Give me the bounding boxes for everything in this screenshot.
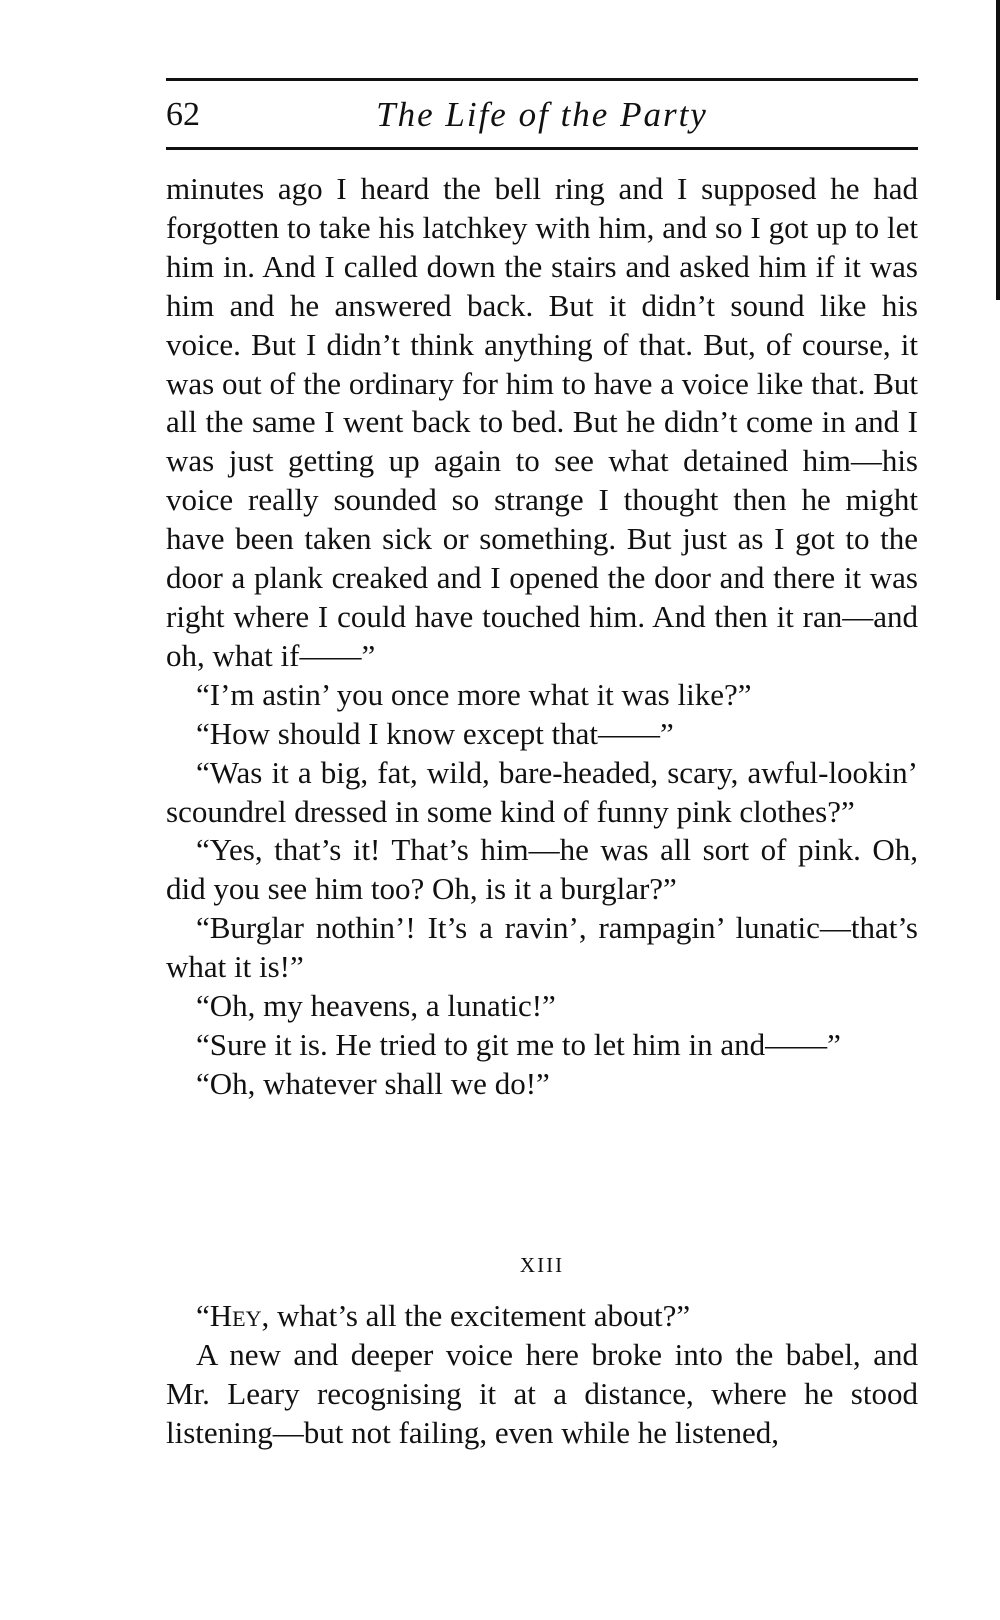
- running-title: The Life of the Party: [376, 95, 708, 134]
- chapter-text: [166, 1297, 918, 1453]
- paragraph-continued: minutes ago I heard the bell ring and I supposed he had forgotten to take his latchkey with him, and so I got up to let him in. And I called down the stairs and asked him if it was him and he answered back. But it didn’t sound like his voice. But I didn’t think anything of that. But, of course, it was out of the ordinary for him to have a voice like that. But all the same I went back to bed. But he didn’t come in and I was just getting up again to see what detained him—his voice really sounded so strange I thought then he might have been taken sick or something. But just as I got to the door a plank creaked and I opened the door and there it was right where I could have touched him. And then it ran—and oh, what if——”: [166, 171, 918, 673]
- paragraph: “Yes, that’s it! That’s him—he was all sort of pink. Oh, did you see him too? Oh, is it a burglar?”: [166, 832, 918, 907]
- opening-rest: , what’s all the excitement about?”: [261, 1298, 691, 1333]
- paragraph: “Sure it is. He tried to git me to let him in and——”: [196, 1026, 841, 1062]
- running-head: [166, 92, 918, 138]
- opening-quote: “: [196, 1298, 210, 1333]
- paragraph: “Oh, my heavens, a lunatic!”: [196, 988, 556, 1024]
- paragraph: “Burglar nothin’! It’s a ravin’, rampagin’ lunatic—that’s what it is!”: [166, 910, 918, 985]
- opening-word: Hey: [209, 1298, 262, 1333]
- paragraph: A new and deeper voice here broke into the babel, and Mr. Leary recognising it at a distance, where he stood listening—but not failing, even while he listened,: [166, 1336, 918, 1450]
- page-number: 62: [166, 96, 200, 133]
- paragraph: “Was it a big, fat, wild, bare-headed, scary, awful-lookin’ scoundrel dressed in some kind of funny pink clothes?”: [166, 754, 918, 829]
- body-text: [166, 170, 918, 1104]
- paragraph: “How should I know except that——”: [196, 715, 674, 751]
- header-rule-top: [166, 78, 918, 81]
- header-rule-bottom: [166, 147, 918, 150]
- chapter-heading: XIII: [519, 1253, 565, 1277]
- chapter-opening-paragraph: [166, 1297, 918, 1336]
- page-edge-line: [996, 0, 1000, 300]
- paragraph: “Oh, whatever shall we do!”: [196, 1065, 550, 1101]
- paragraph: “I’m astin’ you once more what it was like?”: [196, 676, 752, 712]
